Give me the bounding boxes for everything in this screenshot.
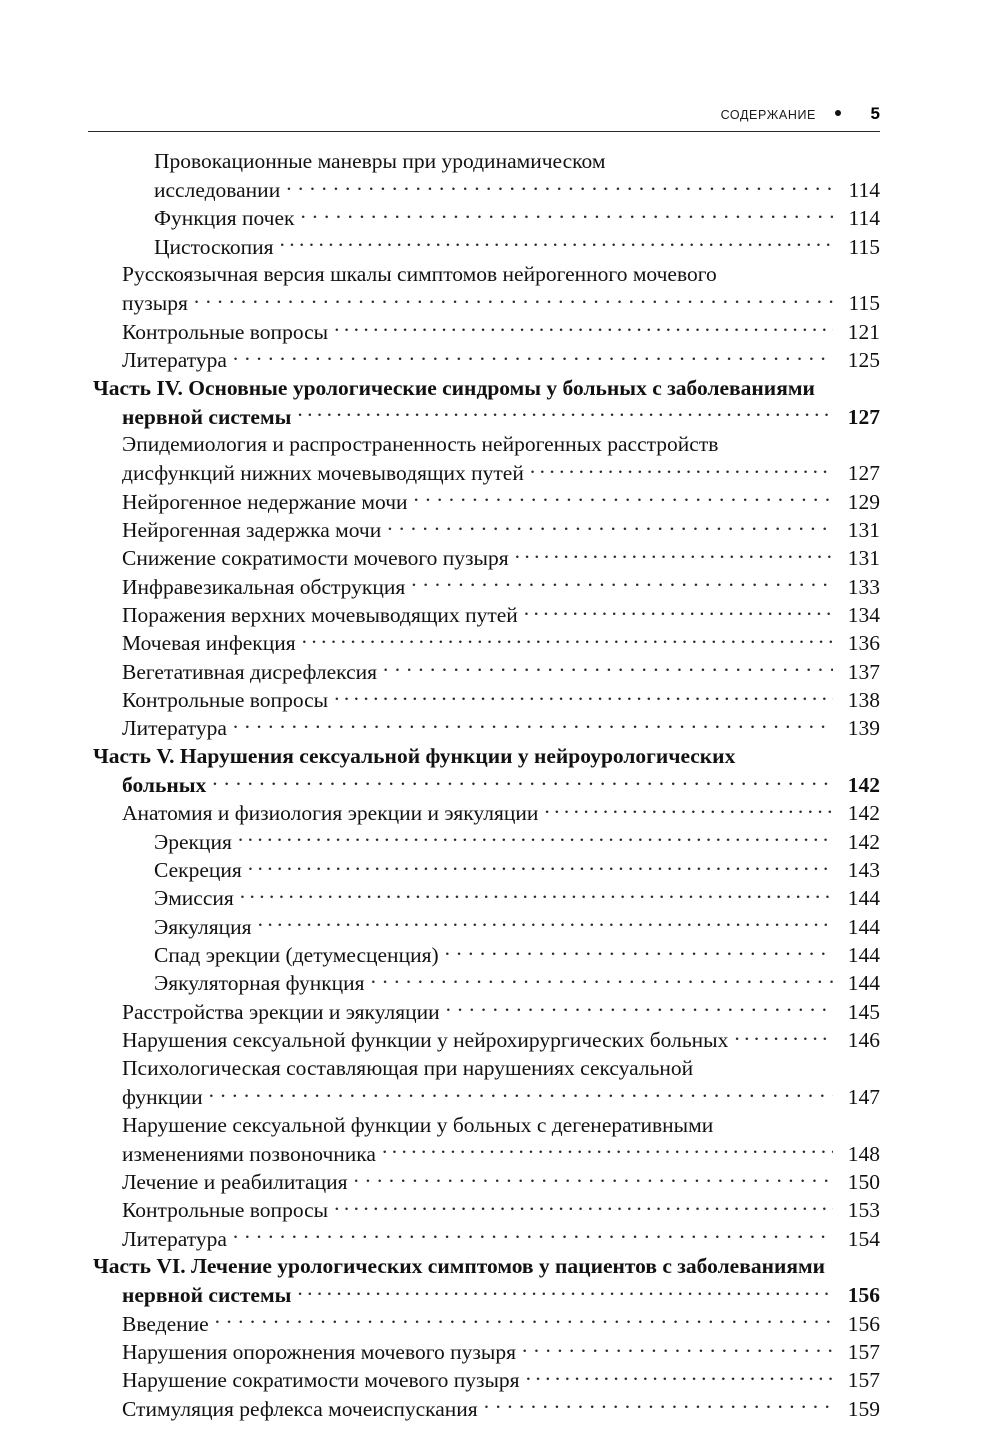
toc-part-heading[interactable] bbox=[88, 402, 880, 430]
toc-entry-page-number: 138 bbox=[847, 688, 880, 713]
toc-entry-title: Стимуляция рефлекса мочеиспускания bbox=[122, 1396, 478, 1421]
toc-entry-page-number: 144 bbox=[847, 943, 880, 968]
toc-entry-title: Контрольные вопросы bbox=[122, 1198, 329, 1223]
toc-entry[interactable] bbox=[88, 1366, 880, 1394]
page-running-head bbox=[88, 104, 880, 134]
toc-entry-title: Функция почек bbox=[154, 206, 295, 231]
toc-entry-title: Контрольные вопросы bbox=[122, 319, 329, 344]
toc-entry[interactable] bbox=[88, 657, 880, 685]
toc-entry-page-number: 150 bbox=[847, 1169, 880, 1194]
toc-entry[interactable] bbox=[88, 1054, 880, 1082]
toc-entry-page-number: 145 bbox=[847, 999, 880, 1024]
dot-leader bbox=[526, 1366, 833, 1388]
toc-entry-page-number: 153 bbox=[847, 1198, 880, 1223]
dot-leader bbox=[544, 799, 833, 821]
toc-entry-page-number: 114 bbox=[848, 206, 880, 231]
toc-entry-title: исследовании bbox=[154, 177, 281, 202]
toc-entry[interactable] bbox=[88, 175, 880, 203]
dot-leader bbox=[258, 912, 833, 934]
dot-leader bbox=[248, 856, 833, 878]
toc-entry-title: Эрекция bbox=[154, 829, 232, 854]
toc-entry-page-number: 137 bbox=[847, 659, 880, 684]
toc-entry-page-number: 154 bbox=[847, 1226, 880, 1251]
toc-entry-title: Нарушение сократимости мочевого пузыря bbox=[122, 1368, 520, 1393]
toc-entry[interactable] bbox=[88, 799, 880, 827]
toc-entry-title: Введение bbox=[122, 1311, 209, 1336]
toc-part-heading[interactable] bbox=[88, 1252, 880, 1280]
toc-entry[interactable] bbox=[88, 430, 880, 458]
toc-entry-page-number: 125 bbox=[847, 347, 880, 372]
toc-entry[interactable] bbox=[88, 941, 880, 969]
dot-leader bbox=[414, 487, 833, 509]
toc-entry[interactable] bbox=[88, 515, 880, 543]
dot-leader bbox=[240, 884, 833, 906]
toc-entry-title: Психологическая составляющая при нарушениях сексуальной bbox=[122, 1056, 694, 1080]
toc-entry-title: Лечение и реабилитация bbox=[122, 1169, 348, 1194]
toc-entry-page-number: 115 bbox=[848, 234, 880, 259]
toc-entry-page-number: 127 bbox=[847, 461, 880, 486]
toc-entry[interactable] bbox=[88, 1026, 880, 1054]
dot-leader bbox=[297, 402, 833, 424]
toc-entry-title: дисфункций нижних мочевыводящих путей bbox=[122, 461, 524, 486]
toc-entry-page-number: 131 bbox=[847, 517, 880, 542]
toc-entry-title: Контрольные вопросы bbox=[122, 688, 329, 713]
toc-entry[interactable] bbox=[88, 1167, 880, 1195]
toc-entry-title: Нарушения сексуальной функции у нейрохирургических больных bbox=[122, 1028, 729, 1053]
toc-entry-title: Эпидемиология и распространенность нейрогенных расстройств bbox=[122, 432, 719, 457]
toc-entry-page-number: 157 bbox=[847, 1368, 880, 1393]
dot-leader bbox=[209, 1082, 833, 1104]
toc-entry-page-number: 144 bbox=[847, 886, 880, 911]
toc-entry-title: пузыря bbox=[122, 291, 188, 316]
toc-entry-title: Часть V. Нарушения сексуальной функции у нейроурологических bbox=[93, 744, 736, 769]
toc-entry-title: Спад эрекции (детумесценция) bbox=[154, 943, 439, 968]
dot-leader bbox=[233, 714, 833, 736]
toc-entry-title: нервной системы bbox=[122, 404, 292, 429]
toc-entry-title: Мочевая инфекция bbox=[122, 631, 296, 656]
toc-entry[interactable] bbox=[88, 714, 880, 742]
toc-entry-title: Вегетативная дисрефлексия bbox=[122, 659, 378, 684]
toc-entry-page-number: 157 bbox=[847, 1339, 880, 1364]
toc-entry-title: Секреция bbox=[154, 858, 242, 883]
toc-entry-page-number: 142 bbox=[847, 801, 880, 826]
toc-entry[interactable] bbox=[88, 487, 880, 515]
toc-entry-title: Расстройства эрекции и эякуляции bbox=[122, 999, 440, 1024]
dot-leader bbox=[354, 1167, 834, 1189]
toc-part-heading[interactable] bbox=[88, 742, 880, 770]
toc-entry[interactable] bbox=[88, 232, 880, 260]
dot-leader bbox=[382, 1139, 833, 1161]
toc-entry[interactable] bbox=[88, 1196, 880, 1224]
toc-entry-title: Эякуляция bbox=[154, 914, 252, 939]
dot-leader bbox=[233, 345, 833, 367]
toc-entry[interactable] bbox=[88, 1082, 880, 1110]
toc-entry-title: Провокационные маневры при уродинамическом bbox=[154, 149, 606, 173]
toc-entry[interactable] bbox=[88, 1337, 880, 1365]
dot-leader bbox=[530, 459, 833, 481]
dot-leader bbox=[445, 941, 833, 963]
toc-entry[interactable] bbox=[88, 629, 880, 657]
toc-entry[interactable] bbox=[88, 260, 880, 288]
dot-leader bbox=[334, 317, 833, 339]
toc-entry[interactable] bbox=[88, 1224, 880, 1252]
toc-entry-page-number: 156 bbox=[847, 1283, 880, 1308]
toc-entry[interactable] bbox=[88, 1111, 880, 1139]
toc-entry[interactable] bbox=[88, 856, 880, 884]
page-number: 5 bbox=[870, 104, 880, 123]
dot-leader bbox=[371, 969, 833, 991]
toc-entry-title: изменениями позвоночника bbox=[122, 1141, 376, 1166]
header-divider-rule bbox=[88, 131, 880, 132]
toc-entry-page-number: 129 bbox=[847, 489, 880, 514]
toc-entry[interactable] bbox=[88, 912, 880, 940]
dot-leader bbox=[515, 544, 833, 566]
toc-entry[interactable] bbox=[88, 147, 880, 175]
toc-entry-title: Анатомия и физиология эрекции и эякуляции bbox=[122, 801, 539, 826]
toc-entry-page-number: 114 bbox=[848, 177, 880, 202]
dot-leader bbox=[302, 629, 833, 651]
toc-entry-page-number: 148 bbox=[847, 1141, 880, 1166]
toc-entry-title: больных bbox=[122, 773, 207, 798]
toc-entry[interactable] bbox=[88, 317, 880, 345]
toc-entry-title: Эмиссия bbox=[154, 886, 234, 911]
toc-entry-page-number: 121 bbox=[847, 319, 880, 344]
toc-entry-title: Часть IV. Основные урологические синдромы у больных с заболеваниями bbox=[93, 375, 815, 400]
toc-entry-page-number: 127 bbox=[847, 404, 880, 429]
toc-entry[interactable] bbox=[88, 544, 880, 572]
dot-leader bbox=[387, 515, 833, 537]
toc-entry-title: нервной системы bbox=[122, 1283, 292, 1308]
dot-leader bbox=[334, 686, 833, 708]
toc-entry-page-number: 144 bbox=[847, 914, 880, 939]
toc-entry-title: Инфравезикальная обструкция bbox=[122, 574, 406, 599]
toc-entry-title: Русскоязычная версия шкалы симптомов нейрогенного мочевого bbox=[122, 262, 717, 287]
toc-entry[interactable] bbox=[88, 969, 880, 997]
toc-entry[interactable] bbox=[88, 1139, 880, 1167]
toc-entry-page-number: 142 bbox=[847, 829, 880, 854]
toc-entry[interactable] bbox=[88, 289, 880, 317]
dot-leader bbox=[297, 1281, 833, 1303]
toc-entry-page-number: 156 bbox=[847, 1311, 880, 1336]
toc-entry-title: Литература bbox=[122, 1226, 227, 1251]
dot-leader bbox=[194, 289, 833, 311]
toc-entry-page-number: 134 bbox=[847, 603, 880, 627]
toc-entry[interactable] bbox=[88, 884, 880, 912]
toc-entry[interactable] bbox=[88, 997, 880, 1025]
dot-leader bbox=[383, 657, 833, 679]
toc-entry-title: Снижение сократимости мочевого пузыря bbox=[122, 546, 509, 571]
toc-entry-page-number: 147 bbox=[847, 1084, 880, 1109]
dot-leader bbox=[280, 232, 833, 254]
dot-leader bbox=[212, 771, 833, 793]
dot-leader bbox=[238, 827, 833, 849]
toc-entry[interactable] bbox=[88, 204, 880, 232]
dot-leader bbox=[524, 601, 833, 623]
dot-leader bbox=[734, 1026, 833, 1048]
toc-entry-title: функции bbox=[122, 1084, 203, 1109]
dot-leader bbox=[300, 204, 833, 226]
toc-entry-page-number: 142 bbox=[847, 773, 880, 798]
toc-part-heading[interactable] bbox=[88, 374, 880, 402]
toc-entry-page-number: 146 bbox=[847, 1028, 880, 1053]
dot-leader bbox=[522, 1337, 833, 1359]
toc-entry[interactable] bbox=[88, 572, 880, 600]
toc-entry[interactable] bbox=[88, 459, 880, 487]
toc-entry[interactable] bbox=[88, 1309, 880, 1337]
toc-entry-title: Эякуляторная функция bbox=[154, 971, 365, 996]
dot-leader bbox=[215, 1309, 833, 1331]
toc-entry-title: Поражения верхних мочевыводящих путей bbox=[122, 603, 518, 627]
toc-entry-title: Нейрогенная задержка мочи bbox=[122, 517, 382, 542]
table-of-contents bbox=[88, 147, 880, 1422]
toc-entry-title: Нейрогенное недержание мочи bbox=[122, 489, 408, 514]
toc-entry-page-number: 115 bbox=[848, 291, 880, 316]
toc-entry[interactable] bbox=[88, 345, 880, 373]
toc-entry[interactable] bbox=[88, 827, 880, 855]
toc-entry-page-number: 133 bbox=[847, 574, 880, 599]
toc-part-heading[interactable] bbox=[88, 1281, 880, 1309]
dot-leader bbox=[446, 997, 833, 1019]
toc-entry-title: Цистоскопия bbox=[154, 234, 274, 259]
toc-entry-title: Нарушения опорожнения мочевого пузыря bbox=[122, 1339, 516, 1364]
dot-leader bbox=[484, 1394, 833, 1416]
dot-leader bbox=[334, 1196, 833, 1218]
toc-part-heading[interactable] bbox=[88, 771, 880, 799]
dot-leader bbox=[233, 1224, 833, 1246]
bullet-dot-icon bbox=[835, 110, 841, 116]
toc-entry-title: Литература bbox=[122, 716, 227, 741]
toc-entry-title: Часть VI. Лечение урологических симптомов у пациентов с заболеваниями bbox=[93, 1254, 826, 1279]
toc-entry[interactable] bbox=[88, 686, 880, 714]
toc-entry-page-number: 131 bbox=[847, 546, 880, 571]
toc-entry-page-number: 144 bbox=[847, 971, 880, 996]
toc-entry-title: Нарушение сексуальной функции у больных с дегенеративными bbox=[122, 1112, 714, 1137]
toc-entry-page-number: 136 bbox=[847, 631, 880, 656]
toc-entry[interactable] bbox=[88, 1394, 880, 1422]
toc-entry-page-number: 159 bbox=[847, 1396, 880, 1421]
toc-entry[interactable] bbox=[88, 601, 880, 629]
dot-leader bbox=[411, 572, 833, 594]
toc-entry-title: Литература bbox=[122, 347, 227, 372]
toc-entry-page-number: 139 bbox=[847, 716, 880, 741]
toc-entry-page-number: 143 bbox=[847, 858, 880, 883]
dot-leader bbox=[286, 175, 833, 197]
running-head-label: СОДЕРЖАНИЕ bbox=[720, 108, 816, 122]
